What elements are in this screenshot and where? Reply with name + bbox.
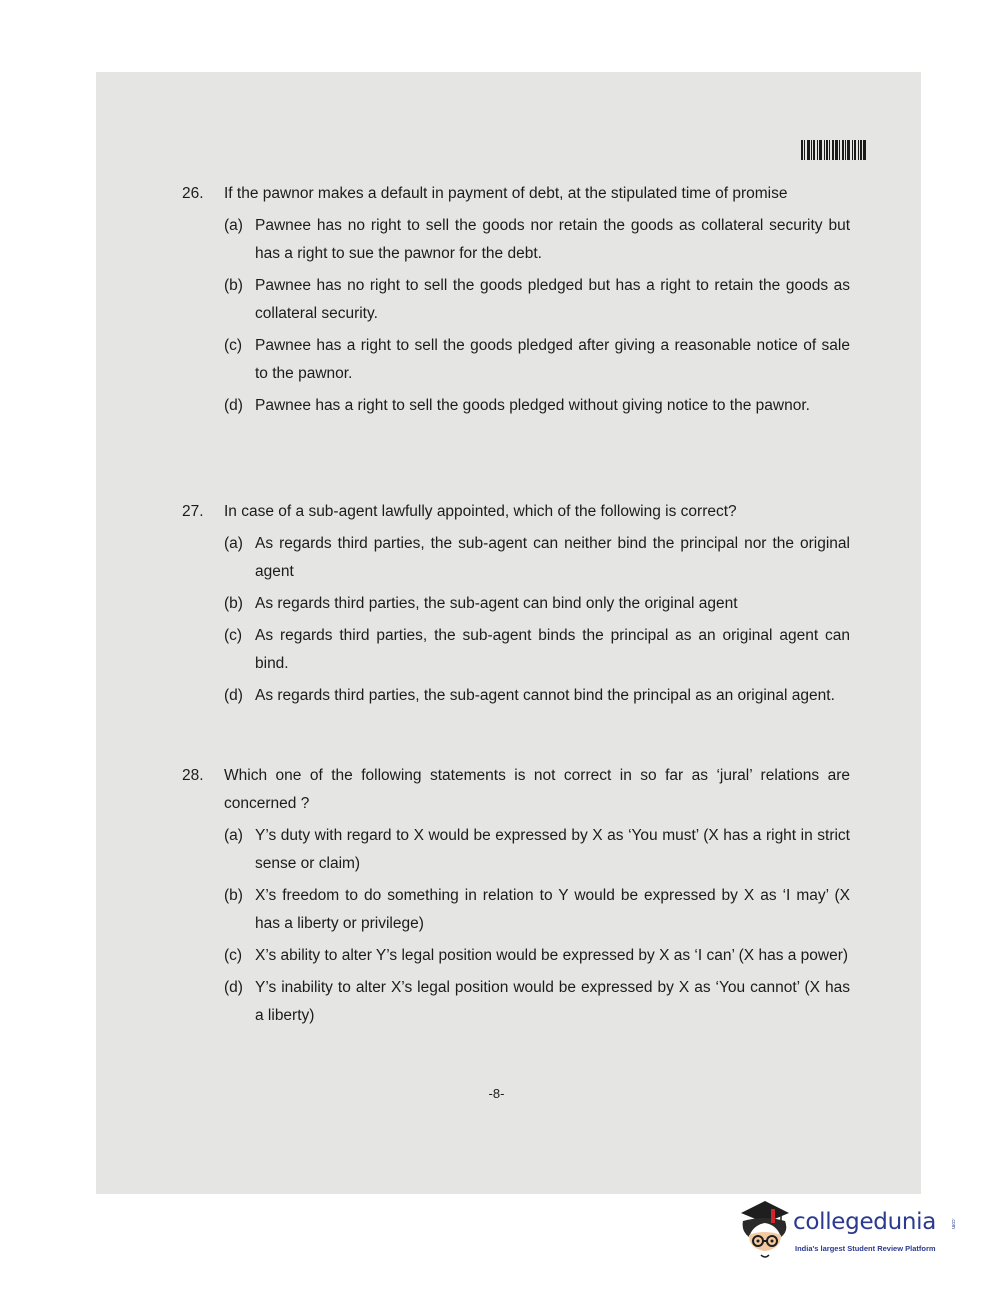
- collegedunia-logo[interactable]: [735, 1195, 975, 1265]
- question-text: If the pawnor makes a default in payment of debt, at the stipulated time of promise: [224, 185, 788, 202]
- option-text: Pawnee has a right to sell the goods pledged without giving notice to the pawnor.: [255, 397, 810, 414]
- question-26: [182, 180, 850, 420]
- option-label: (c): [224, 947, 243, 964]
- question-number: 26.: [182, 185, 204, 202]
- option-d: [224, 682, 850, 710]
- brand-tld: .com: [950, 1218, 956, 1229]
- option-text: As regards third parties, the sub-agent can neither bind the principal nor the original agent: [255, 535, 850, 580]
- option-label: (d): [224, 979, 243, 996]
- brand-tagline: India's largest Student Review Platform: [795, 1244, 936, 1253]
- option-text: Pawnee has no right to sell the goods nor retain the goods as collateral security but has a right to sue the pawnor for the debt.: [255, 217, 850, 262]
- option-text: As regards third parties, the sub-agent cannot bind the principal as an original agent.: [255, 687, 835, 704]
- option-text: Pawnee has no right to sell the goods pledged but has a right to retain the goods as collateral security.: [255, 277, 850, 322]
- option-text: Pawnee has a right to sell the goods pledged after giving a reasonable notice of sale to the pawnor.: [255, 337, 850, 382]
- option-b: [224, 272, 850, 328]
- option-text: Y’s inability to alter X’s legal position would be expressed by X as ‘You cannot’ (X has a liberty): [255, 979, 850, 1024]
- option-label: (b): [224, 887, 243, 904]
- option-c: [224, 942, 850, 970]
- barcode: [801, 140, 879, 160]
- option-d: [224, 974, 850, 1030]
- question-27: [182, 498, 850, 710]
- option-label: (d): [224, 397, 243, 414]
- option-b: [224, 590, 850, 618]
- option-text: X’s freedom to do something in relation to Y would be expressed by X as ‘I may’ (X has a liberty or privilege): [255, 887, 850, 932]
- brand-name: collegedunia: [793, 1209, 937, 1235]
- option-d: [224, 392, 850, 420]
- option-text: X’s ability to alter Y’s legal position would be expressed by X as ‘I can’ (X has a power): [255, 947, 849, 964]
- question-number: 27.: [182, 503, 204, 520]
- page-number: -8-: [488, 1086, 505, 1101]
- option-b: [224, 882, 850, 938]
- question-text: In case of a sub-agent lawfully appointed, which of the following is correct?: [224, 503, 737, 520]
- question-text: Which one of the following statements is not correct in so far as ‘jural’ relations are concerned ?: [224, 767, 850, 812]
- option-label: (a): [224, 217, 243, 234]
- option-text: As regards third parties, the sub-agent binds the principal as an original agent can bind.: [255, 627, 850, 672]
- option-a: [224, 530, 850, 586]
- option-a: [224, 822, 850, 878]
- option-label: (b): [224, 277, 243, 294]
- option-text: Y’s duty with regard to X would be expressed by X as ‘You must’ (X has a right in strict sense or claim): [255, 827, 850, 872]
- option-a: [224, 212, 850, 268]
- option-text: As regards third parties, the sub-agent can bind only the original agent: [255, 595, 738, 612]
- option-c: [224, 622, 850, 678]
- question-28: [182, 762, 850, 1030]
- mascot-icon: [735, 1195, 793, 1265]
- option-label: (d): [224, 687, 243, 704]
- option-label: (a): [224, 535, 243, 552]
- option-label: (a): [224, 827, 243, 844]
- option-label: (c): [224, 627, 243, 644]
- option-label: (c): [224, 337, 243, 354]
- question-number: 28.: [182, 767, 204, 784]
- option-label: (b): [224, 595, 243, 612]
- option-c: [224, 332, 850, 388]
